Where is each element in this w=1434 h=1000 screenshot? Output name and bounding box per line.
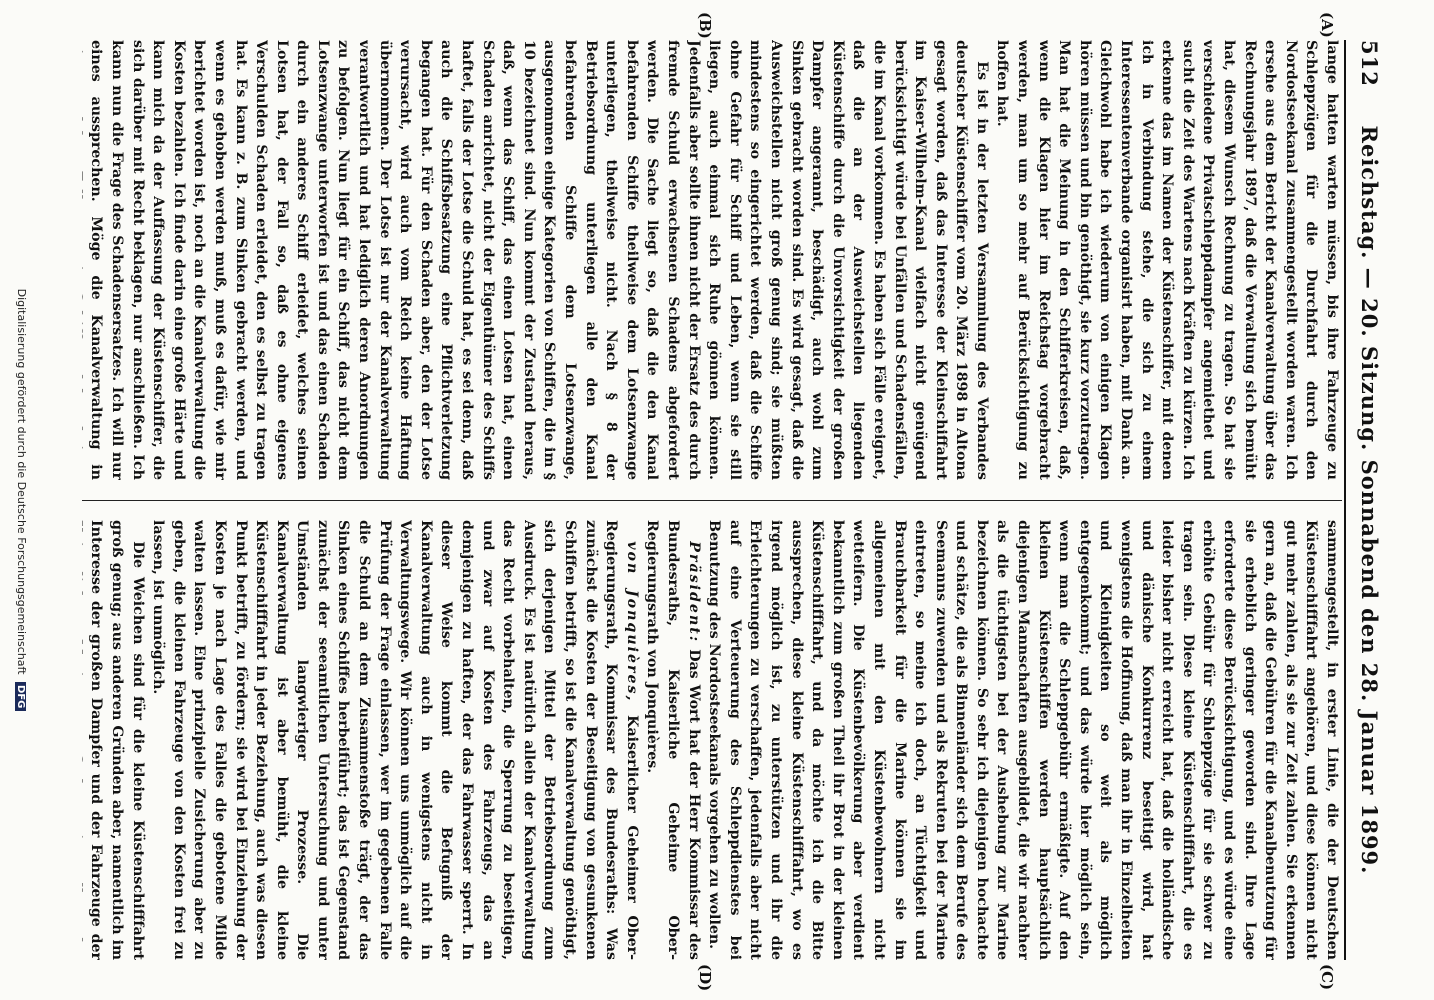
digitization-credit xyxy=(15,0,28,1000)
margin-marker-b: (B) xyxy=(696,12,714,39)
credit-text: Digitalisierung gefördert durch die Deutsche Forschungsgemeinschaft xyxy=(15,288,28,675)
dfg-logo: DFG xyxy=(15,682,26,711)
speaker-name: Präsident: xyxy=(685,541,702,644)
left-column xyxy=(82,40,1342,480)
right-paragraph-1: sammengestellt, in erster Linie, die der Deutschen Küstenschifffahrt angehören, und diese können nicht gut mehr zahlen, als sie zur Zeit zahlen. Sie erkennen gern an, daß die Gebühren für die Kanalbenutzung für sie erheblich geringer geworden sind. Ihre Lage erforderte diese Berücksichtigung, und es würde eine erhöhte Gebühr für Schleppzüge für sie schwer zu tragen sein. Diese kleine Küstenschifffahrt, die es leider bisher nicht erreicht hat, daß die holländische und dänische Konkurrenz beseitigt wird, hat wenigstens die Hoffnung, daß man ihr in Einzelheiten und Kleinigkeiten so weit als möglich entgegenkommt; und das würde hier möglich sein, wenn man die Schleppgebühr ermäßigte. Auf den kleinen Küstenschiffen werden hauptsächlich diejenigen Mannschaften ausgebildet, die wir nachher als die tüchtigsten bei der Aushebung zur Marine bezeichnen können. So sehr ich diejenigen hochachte und schätze, die als Binnenländer sich dem Berufe des Seemanns zuwenden und als Rekruten bei der Marine eintreten, so meine ich doch, an Tüchtigkeit und Brauchbarkeit für die Marine können sie im allgemeinen mit den Küstenbewohnern nicht wetteifern. Die Küstenbevölkerung aber verdient bekanntlich zum großen Theil ihr Brot in der kleinen Küstenschifffahrt, und da möchte ich die Bitte aussprechen, diese kleine Küstenschifffahrt, wo es irgend möglich ist, zu unterstützen und ihr die Erleichterungen zu verschaffen, jedenfalls aber nicht auf eine Verteuerung des Schleppdienstes bei Benutzung des Nordostseekanals vorgehen zu wollen. xyxy=(706,520,1340,960)
column-divider xyxy=(82,500,1342,501)
page-title: Reichstag. — 20. Sitzung. Sonnabend den 28. Januar 1899. xyxy=(1357,125,1382,875)
right-paragraph-2 xyxy=(642,520,704,960)
right-paragraph-3 xyxy=(148,520,642,960)
margin-marker-c: (C) xyxy=(1318,964,1336,991)
page-number: 512 xyxy=(1357,40,1382,87)
margin-marker-a: (A) xyxy=(1318,12,1336,38)
right-column xyxy=(82,520,1342,960)
left-paragraph-1: lange hatten warten müssen, bis ihre Fahrzeuge zu Schleppzügen für die Durchfahrt durch den Nordostseekanal zusammengestellt worden waren. Ich ersehe aus dem Bericht der Kanalverwaltung über das Rechnungsjahr 1897, daß die Verwaltung sich bemüht hat, diesem Wunsch Rechnung zu tragen. So hat sie verschiedene Privatschleppdampfer angemiethet und sucht die Zeit des Wartens nach Kräften zu kürzen. Ich erkenne das im Namen der Küstenschiffer, mit denen ich in Verbindung stehe, die sich zu einem Interessentenverbande organisirt haben, mit Dank an. Gleichwohl habe ich wiederum von einigen Klagen hören müssen und bin genöthigt, sie kurz vorzutragen. Man hat die Meinung in den Schifferkreisen, daß, wenn die Klagen hier im Reichstag vorgebracht werden, man um so mehr auf Berücksichtigung zu hoffen hat. xyxy=(994,40,1340,480)
page-header xyxy=(1348,40,1382,960)
header-rule xyxy=(1344,40,1346,960)
speech-text: Das Wort hat der Herr Kommissar des Bundesraths, Kaiserliche Geheime Ober-Regierungsrath von Jonquières. xyxy=(644,520,702,960)
right-paragraph-4: Die Weichen sind für die kleine Küstenschifffahrt groß genug; aus anderen Gründen aber, namentlich im Interesse der großen Dampfer und der Fahrzeuge der xyxy=(88,520,146,960)
left-paragraph-2: Es ist in der letzten Versammlung des Verbandes deutscher Küstenschiffer vom 20. März 1898 in Altona gesagt worden, daß das Interesse der Kleinschiffahrt im Kaiser-Wilhelm-Kanal vielfach nicht genügend berücksichtigt würde bei Unfällen und Schadensfällen, die im Kanal vorkommen. Es haben sich Fälle ereignet, daß die an der Ausweichstellen liegenden Küstenschiffe durch die Unvorsichtigkeit der großen Dampfer angerannt, beschädigt, auch wohl zum Sinken gebracht worden sind. Es wird gesagt, daß die Ausweichstellen nicht groß genug sind; sie müßten mindestens so eingerichtet werden, daß die Schiffe ohne Gefahr für Schiff und Leben, wenn sie still liegen, auch einmal sich Ruhe gönnen können. Jedenfalls aber sollte ihnen nicht der Ersatz des durch fremde Schuld erwachsenen Schadens abgefordert werden. Die Sache liegt so, daß die den Kanal befahrenden Schiffe theilweise dem Lotsenzwange unterliegen, theilweise nicht. Nach § 8 der Betriebsordnung unterliegen alle den Kanal befahrenden Schiffe dem Lotsenzwange, ausgenommen einige Kategorien von Schiffen, die im § 10 bezeichnet sind. Nun kommt der Zustand heraus, daß, wenn das Schiff, das einen Lotsen hat, einen Schaden anrichtet, nicht der Eigenthümer des Schiffs haftet, falls der Lotse die Schuld hat, es sei denn, daß auch die Schiffsbesatzung eine Pflichtverletzung begangen hat. Für den Schaden aber, den der Lotse verursacht, wird auch vom Reich keine Haftung übernommen. Der Lotse ist nur der Kanalverwaltung verantwortlich und hat lediglich deren Anordnungen zu befolgen. Nun liegt für ein Schiff, das nicht dem Lotsenzwange unterworfen ist und das einen Schaden durch ein anderes Schiff erleidet, welches seinen Lotsen hat, der Fall so, daß es ohne eigenes Verschulden Schaden erleidet, den es selbst zu tragen hat. Es kann z. B. zum Sinken gebracht werden, und wenn es gehoben werden muß, muß es dafür, wie mir berichtet worden ist, noch an die Kanalverwaltung die Kosten bezahlen. Ich finde darin eine große Härte und kann mich da der Auffassung der Küstenschiffer, die sich darüber mit Recht beklagen, nur anschließen. Ich kann nun die Frage des Schadensersatzes. Ich will nur eines aussprechen. Möge die Kanalverwaltung in xyxy=(88,40,990,480)
margin-marker-d: (D) xyxy=(696,964,714,992)
speaker-name: von Jonquières, xyxy=(623,541,640,703)
speech-text: Kaiserlicher Geheimer Ober-Regierungsrath, Kommissar des Bundesraths: Was zunächst die Kosten der Beseitigung von gesunkenen Schiffen betrifft, so ist die Kanalverwaltung genöthigt, sich derjenigen Mittel der Betriebsordnung zum Ausdruck. Es ist natürlich allein der Kanalverwaltung das Recht vorbehalten, die Sperrung zu beseitigen, und zwar auf Kosten des Fahrzeugs, das an demjenigen zu haften, der das Fahrwasser sperrt. In dieser Weise kommt die Befugniß der Kanalverwaltung auch in wenigstens nicht in Verwaltungswege. Wir können uns unmöglich auf die Prüfung der Frage einlassen, wer im gegebenen Falle die Schuld an dem Zusammenstoße trägt, der das Sinken eines Schiffes herbeiführt; das ist Gegenstand zunächst der seeamtlichen Untersuchung und unter Umständen langwieriger Prozesse. Die Kanalverwaltung ist aber bemüht, die kleine Küstenschifffahrt in jeder Beziehung, auch was diesen Punkt betrifft, zu fördern; sie wird bei Einziehung der Kosten je nach Lage des Falles die gebotene Milde walten lassen. Eine prinzipielle Zusicherung aber zu geben, die kleinen Fahrzeuge von den Kosten frei zu lassen, ist unmöglich. xyxy=(150,520,640,960)
